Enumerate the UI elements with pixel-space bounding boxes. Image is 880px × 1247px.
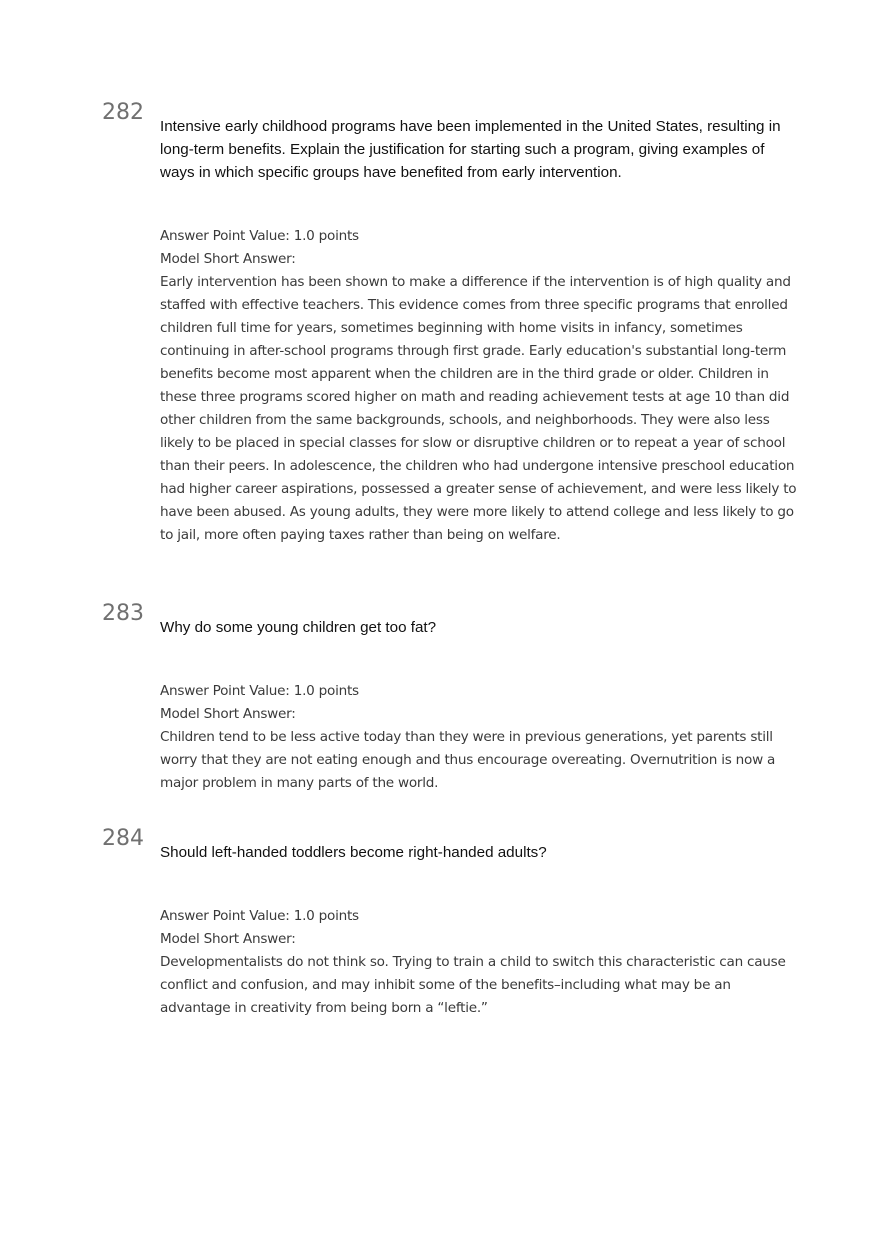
question-number: 284	[102, 826, 144, 851]
answer-point-value: Answer Point Value: 1.0 points	[160, 908, 359, 924]
answer-point-value: Answer Point Value: 1.0 points	[160, 683, 359, 699]
question-number: 282	[102, 100, 144, 125]
question-text: Intensive early childhood programs have been implemented in the United States, resulting in long-term benefits. Explain the justification for starting such a program, giving examples of ways in which specific groups have benefited from early intervention.	[160, 118, 781, 181]
answer-label: Model Short Answer:	[160, 251, 296, 267]
answer-label: Model Short Answer:	[160, 706, 296, 722]
model-answer-text: Developmentalists do not think so. Trying to train a child to switch this characteristic can cause conflict and confusion, and may inhibit some of the benefits–including what may be an advantage in creativity from being born a “leftie.”	[160, 954, 786, 1016]
question-text: Why do some young children get too fat?	[160, 619, 437, 636]
answer-block	[160, 225, 800, 547]
answer-block	[160, 905, 800, 1020]
answer-point-value: Answer Point Value: 1.0 points	[160, 228, 359, 244]
answer-label: Model Short Answer:	[160, 931, 296, 947]
model-answer-text: Children tend to be less active today than they were in previous generations, yet parents still worry that they are not eating enough and thus encourage overeating. Overnutrition is now a major problem in many parts of the world.	[160, 729, 776, 791]
question-number: 283	[102, 601, 144, 626]
question-text: Should left-handed toddlers become right-handed adults?	[160, 844, 547, 861]
model-answer-text: Early intervention has been shown to make a difference if the intervention is of high quality and staffed with effective teachers. This evidence comes from three specific programs that enrolled children full time for years, sometimes beginning with home visits in infancy, sometimes continuing in after-school programs through first grade. Early education's substantial long-term benefits become most apparent when the children are in the third grade or older. Children in these three programs scored higher on math and reading achievement tests at age 10 than did other children from the same backgrounds, schools, and neighborhoods. They were also less likely to be placed in special classes for slow or disruptive children or to repeat a year of school than their peers. In adolescence, the children who had undergone intensive preschool education had higher career aspirations, possessed a greater sense of achievement, and were less likely to have been abused. As young adults, they were more likely to attend college and less likely to go to jail, more often paying taxes rather than being on welfare.	[160, 274, 797, 543]
answer-block	[160, 680, 800, 795]
